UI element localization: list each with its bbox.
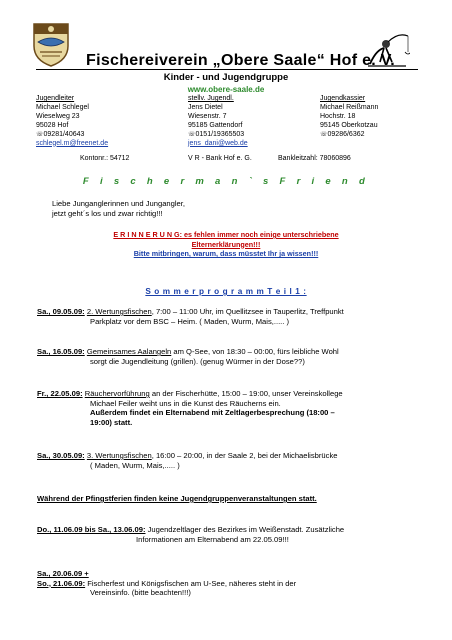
contact-city: 95028 Hof xyxy=(36,121,69,129)
phone-icon: ☏ xyxy=(36,131,44,138)
event-continuation: Michael Feiler weiht uns in die Kunst des Räucherns ein. xyxy=(90,398,281,408)
event-text: am Q-See, von 18:30 – 00:00, fürs leibliche Wohl xyxy=(171,347,339,356)
contact-name: Michael Reißmann xyxy=(320,103,379,111)
event-continuation: ( Maden, Wurm, Mais,..... ) xyxy=(90,460,180,470)
contact-phone-row xyxy=(188,131,248,140)
contact-street: Hochstr. 18 xyxy=(320,112,356,120)
phone-icon: ☏ xyxy=(320,131,328,138)
event-title: Räuchervorführung xyxy=(84,389,150,398)
contact-street: Wieselweg 23 xyxy=(36,112,80,120)
event-text: , 7:00 – 11:00 Uhr, im Quellitzsee in Tauperlitz, Treffpunkt xyxy=(151,307,344,316)
reminder-title: E R I N N E R U N G: xyxy=(113,230,183,239)
event-date: Sa., 30.05.09: xyxy=(37,451,85,460)
group-subtitle: Kinder - und Jugendgruppe xyxy=(163,72,289,83)
contact-name: Michael Schlegel xyxy=(36,103,89,111)
bank-account-number: Kontonr.: 54712 xyxy=(80,155,130,162)
contact-role: Jugendkassier xyxy=(320,95,366,102)
event-item xyxy=(37,569,296,598)
club-crest-logo xyxy=(28,18,74,68)
event-bold-note: 19:00) statt. xyxy=(90,417,133,427)
event-item xyxy=(37,307,344,326)
reminder-text: es fehlen immer noch einige unterschriebene xyxy=(182,230,339,239)
header-divider xyxy=(36,69,418,70)
contact-city: 95185 Gattendorf xyxy=(188,121,243,129)
bank-code: Bankleitzahl: 78060896 xyxy=(278,155,351,162)
contact-phone: 09286/6362 xyxy=(327,130,365,138)
contact-email[interactable]: jens_dani@web.de xyxy=(188,139,248,147)
event-date: Do., 11.06.09 bis Sa., 13.06.09: xyxy=(37,525,146,534)
bank-name: V R - Bank Hof e. G. xyxy=(188,155,252,162)
reminder-block xyxy=(0,230,452,259)
contact-city: 95145 Oberkotzau xyxy=(320,121,378,129)
event-date: So., 21.06.09: xyxy=(37,578,86,588)
event-date: Sa., 09.05.09: xyxy=(37,307,85,316)
pentecost-notice: Während der Pfingstferien finden keine Jugendgruppenveranstaltungen statt. xyxy=(37,494,317,503)
club-title: Fischereiverein „Obere Saale“ Hof e. V. xyxy=(86,52,396,69)
event-title: Gemeinsames Aalangeln xyxy=(86,347,172,356)
event-text: , 16:00 – 20:00, in der Saale 2, bei der Michaelisbrücke xyxy=(151,451,338,460)
greeting-line: Liebe Junganglerinnen und Jungangler, xyxy=(52,199,186,208)
reminder-line-2: Elternerklärungen!!! xyxy=(191,239,261,249)
event-continuation: Vereinsinfo. (bitte beachten!!!) xyxy=(90,588,191,598)
contact-deputy-leader xyxy=(188,95,248,148)
event-date: Sa., 20.06.09 + xyxy=(37,569,89,578)
contact-role: Jugendleiter xyxy=(36,95,75,102)
newsletter-title: F i s c h e r m a n ` s F r i e n d xyxy=(82,176,370,187)
event-text: Fischerfest und Königsfischen am U-See, näheres steht in der xyxy=(85,578,297,588)
contact-youth-leader xyxy=(36,95,108,148)
reminder-line-1 xyxy=(0,230,452,240)
contact-role: stellv. Jugendl. xyxy=(188,95,234,102)
contact-phone-row xyxy=(320,131,378,140)
contact-phone: 0151/19365503 xyxy=(195,130,245,138)
event-title: 2. Wertungsfischen xyxy=(86,307,152,316)
program-title: S o m m e r p r o g r a m m T e i l 1 : xyxy=(145,287,307,296)
contact-name: Jens Dietel xyxy=(188,103,223,111)
phone-icon: ☏ xyxy=(188,131,196,138)
event-item xyxy=(37,451,337,470)
event-item xyxy=(37,525,344,544)
contact-phone-row xyxy=(36,131,108,140)
greeting xyxy=(52,199,185,219)
event-continuation: Informationen am Elternabend am 22.05.09!!! xyxy=(136,534,289,544)
event-title: 3. Wertungsfischen xyxy=(86,451,152,460)
contact-phone: 09281/40643 xyxy=(43,130,85,138)
event-text: an der Fischerhütte, 15:00 – 19:00, unser Vereinskollege xyxy=(149,389,343,398)
website-link[interactable]: www.obere-saale.de xyxy=(187,85,265,94)
event-continuation: Parkplatz vor dem BSC – Heim. ( Maden, Wurm, Mais,..... ) xyxy=(90,316,290,326)
contact-treasurer xyxy=(320,95,378,140)
reminder-line-3: Bitte mitbringen, warum, dass müsstet Ihr ja wissen!!! xyxy=(133,249,319,259)
contact-email[interactable]: schlegel.m@freenet.de xyxy=(36,139,109,147)
event-continuation: sorgt die Jugendleitung (grillen). (genug Würmer in der Dose??) xyxy=(90,356,305,366)
event-item xyxy=(37,389,343,427)
greeting-line: jetzt geht´s los und zwar richtig!!! xyxy=(52,208,163,218)
event-date: Sa., 16.05.09: xyxy=(37,347,85,356)
contact-street: Wiesenstr. 7 xyxy=(188,112,227,120)
event-bold-note: Außerdem findet ein Elternabend mit Zeltlagerbesprechung (18:00 – xyxy=(90,408,335,418)
event-text: Jugendzeltlager des Bezirkes im Weißenstadt. Zusätzliche xyxy=(145,525,345,534)
event-item xyxy=(37,347,339,366)
event-date: Fr., 22.05.09: xyxy=(37,389,83,398)
